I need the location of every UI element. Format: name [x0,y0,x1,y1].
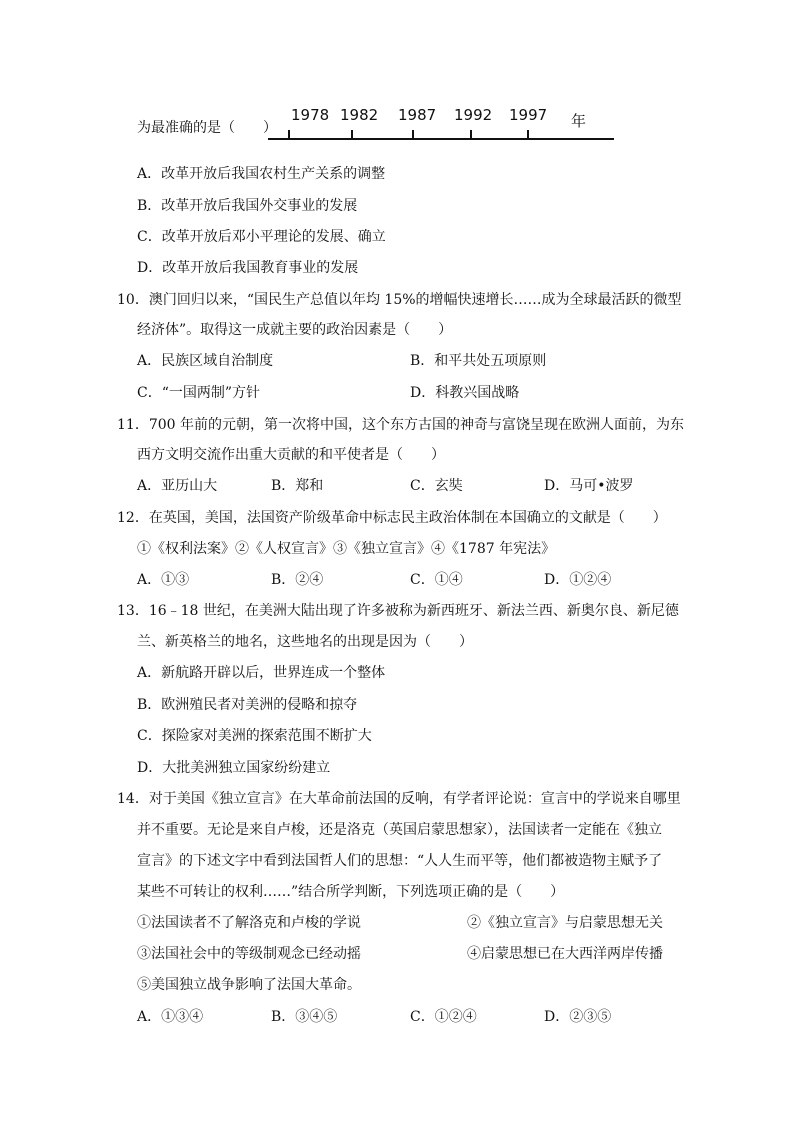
q14-statement-1: ①法国读者不了解洛克和卢梭的学说 [137,915,361,931]
q11-option-a: A．亚历山大 [137,478,218,494]
q14-stem-cont-1: 并不重要。无论是来自卢梭，还是洛克（英国启蒙思想家），法国读者一定能在《独立 [137,822,662,838]
q14-option-b: B．③④⑤ [271,1009,338,1025]
q10-option-c: C．“一国两制”方针 [137,385,261,401]
q11-stem: 11．700 年前的元朝，第一次将中国，这个东方古国的神奇与富饶呈现在欧洲人面前，为东 [117,417,684,433]
timeline-tick [470,130,472,140]
timeline-figure [268,104,618,150]
q11-option-d: D．马可•波罗 [544,478,634,494]
timeline-year-1997: 1997 [509,106,548,124]
timeline-tick [351,130,353,140]
q13-option-c: C．探险家对美洲的探索范围不断扩大 [137,728,372,744]
q14-statement-5: ⑤美国独立战争影响了法国大革命。 [137,977,361,993]
q11-option-c: C．玄奘 [410,478,463,494]
q10-stem-cont: 经济体”。取得这一成就主要的政治因素是（ ） [137,322,453,338]
q13-stem-cont: 兰、新英格兰的地名，这些地名的出现是因为（ ） [137,634,473,650]
q14-statement-3: ③法国社会中的等级制观念已经动摇 [137,946,361,962]
q14-option-d: D．②③⑤ [544,1009,612,1025]
timeline-axis [268,138,614,140]
timeline-year-1992: 1992 [454,106,493,124]
timeline-year-1978: 1978 [291,106,330,124]
q9-option-a: A．改革开放后我国农村生产关系的调整 [137,166,386,182]
q9-option-b: B．改革开放后我国外交事业的发展 [137,198,358,214]
q9-stem-end: 为最准确的是（ ） [137,120,277,136]
q10-option-d: D．科教兴国战略 [410,385,520,401]
q12-stem: 12．在英国，美国，法国资产阶级革命中标志民主政治体制在本国确立的文献是（ ） [117,510,667,526]
q11-option-b: B．郑和 [271,478,324,494]
q11-stem-cont: 西方文明交流作出重大贡献的和平使者是（ ） [137,447,445,463]
q13-option-b: B．欧洲殖民者对美洲的侵略和掠夺 [137,697,358,713]
q14-option-c: C．①②④ [410,1009,477,1025]
q10-stem: 10．澳门回归以来，“国民生产总值以年均 15%的增幅快速增长……成为全球最活跃的微型 [117,292,682,308]
q13-option-d: D．大批美洲独立国家纷纷建立 [137,760,331,776]
timeline-tick [288,130,290,140]
q12-option-b: B．②④ [271,572,324,588]
timeline-tick [412,130,414,140]
q14-stem-cont-3: 某些不可转让的权利……”结合所学判断，下列选项正确的是（ ） [137,884,565,900]
q12-statements: ①《权利法案》②《人权宣言》③《独立宣言》④《1787 年宪法》 [137,541,556,557]
q12-option-c: C．①④ [410,572,463,588]
q10-option-b: B．和平共处五项原则 [410,353,547,369]
q12-option-a: A．①③ [137,572,190,588]
q14-statement-2: ②《独立宣言》与启蒙思想无关 [467,915,663,931]
q9-option-d: D．改革开放后我国教育事业的发展 [137,260,359,276]
timeline-year-1982: 1982 [340,106,379,124]
q10-option-a: A．民族区域自治制度 [137,353,274,369]
q14-stem-cont-2: 宣言》的下述文字中看到法国哲人们的思想：“人人生而平等，他们都被造物主赋予了 [137,853,663,869]
q12-option-d: D．①②④ [544,572,612,588]
q14-statement-4: ④启蒙思想已在大西洋两岸传播 [467,946,663,962]
q13-option-a: A．新航路开辟以后，世界连成一个整体 [137,665,386,681]
timeline-tick [527,130,529,140]
q14-option-a: A．①③④ [137,1009,204,1025]
timeline-unit: 年 [571,112,587,130]
timeline-year-1987: 1987 [398,106,437,124]
q9-option-c: C．改革开放后邓小平理论的发展、确立 [137,229,386,245]
q14-stem: 14．对于美国《独立宣言》在大革命前法国的反响，有学者评论说：宣言中的学说来自哪里 [117,791,681,807]
q13-stem: 13．16﹣18 世纪，在美洲大陆出现了许多被称为新西班牙、新法兰西、新奥尔良、新尼德 [117,603,679,619]
